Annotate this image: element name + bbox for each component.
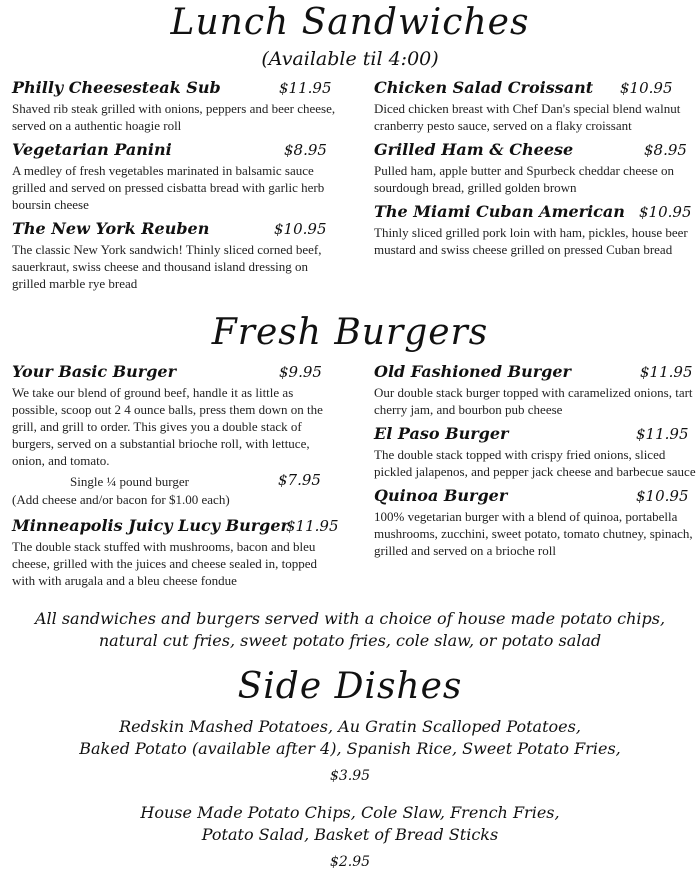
item-name: Philly Cheesesteak Sub bbox=[12, 78, 221, 97]
menu-item bbox=[12, 78, 342, 134]
side-group-1-price: $3.95 bbox=[329, 768, 371, 784]
item-price: $8.95 bbox=[644, 141, 687, 159]
item-name: Old Fashioned Burger bbox=[374, 362, 571, 381]
menu-item bbox=[374, 78, 700, 134]
item-price: $10.95 bbox=[620, 79, 673, 97]
menu-item bbox=[12, 219, 342, 292]
item-price: $10.95 bbox=[274, 220, 327, 238]
item-name: The New York Reuben bbox=[12, 219, 210, 238]
item-description: Shaved rib steak grilled with onions, peppers and beer cheese, served on a authentic hoagie roll bbox=[12, 101, 336, 133]
menu-item bbox=[374, 140, 700, 196]
single-burger-option bbox=[12, 471, 342, 491]
item-name: Quinoa Burger bbox=[374, 486, 508, 505]
side-group-2 bbox=[0, 802, 700, 872]
burgers-left-column bbox=[12, 362, 342, 595]
item-price: $8.95 bbox=[284, 141, 327, 159]
single-burger-label: Single ¼ pound burger bbox=[70, 474, 189, 489]
menu-item bbox=[374, 486, 700, 559]
item-description: Diced chicken breast with Chef Dan's special blend walnut cranberry pesto sauce, served on a flaky croissant bbox=[374, 101, 681, 133]
side-group-1 bbox=[0, 716, 700, 786]
item-price: $10.95 bbox=[636, 487, 689, 505]
item-description: Our double stack burger topped with caramelized onions, tart cherry jam, and bourbon pub cheese bbox=[374, 385, 693, 417]
item-description: The double stack topped with crispy fried onions, sliced pickled jalapenos, and pepper jack cheese and barbecue sauce bbox=[374, 447, 696, 479]
item-price: $11.95 bbox=[636, 425, 689, 443]
item-name: Chicken Salad Croissant bbox=[374, 78, 594, 97]
menu-item bbox=[12, 516, 342, 589]
item-name: El Paso Burger bbox=[374, 424, 509, 443]
burgers-right-column bbox=[374, 362, 700, 565]
lunch-availability-note: (Available til 4:00) bbox=[261, 48, 439, 70]
item-description: The classic New York sandwich! Thinly sliced corned beef, sauerkraut, swiss cheese and thousand island dressing on grilled marble rye bread bbox=[12, 242, 322, 291]
item-price: $10.95 bbox=[639, 203, 692, 221]
menu-item bbox=[12, 140, 342, 213]
side-dishes-heading: Side Dishes bbox=[237, 666, 463, 707]
lunch-sandwiches-heading: Lunch Sandwiches bbox=[170, 2, 530, 43]
side-group-2-price: $2.95 bbox=[329, 854, 371, 870]
menu-item bbox=[374, 202, 700, 258]
menu-item bbox=[374, 362, 700, 418]
item-description: Pulled ham, apple butter and Spurbeck cheddar cheese on sourdough bread, grilled golden brown bbox=[374, 163, 674, 195]
item-price: $11.95 bbox=[640, 363, 693, 381]
lunch-right-column bbox=[374, 78, 700, 264]
served-with-line-1: All sandwiches and burgers served with a choice of house made potato chips, bbox=[34, 609, 666, 628]
item-description: The double stack stuffed with mushrooms, bacon and bleu cheese, grilled with the juices and cheese sealed in, topped with with arugala and a bleu cheese fondue bbox=[12, 539, 318, 588]
item-description: A medley of fresh vegetables marinated in balsamic sauce grilled and served on pressed cisbatta bread with garlic herb boursin cheese bbox=[12, 163, 325, 212]
item-name: Your Basic Burger bbox=[12, 362, 177, 381]
item-price: $11.95 bbox=[286, 517, 339, 535]
side-group-2-line-1: House Made Potato Chips, Cole Slaw, French Fries, bbox=[140, 803, 560, 822]
item-price: $11.95 bbox=[279, 79, 332, 97]
item-description: 100% vegetarian burger with a blend of quinoa, portabella mushrooms, zucchini, sweet potato, tomato chutney, spinach, grilled and served on a brioche roll bbox=[374, 509, 693, 558]
addon-note: (Add cheese and/or bacon for $1.00 each) bbox=[12, 492, 230, 507]
served-with-note bbox=[0, 608, 700, 652]
side-group-1-line-2: Baked Potato (available after 4), Spanish Rice, Sweet Potato Fries, bbox=[79, 739, 621, 758]
lunch-left-column bbox=[12, 78, 342, 298]
item-name: Minneapolis Juicy Lucy Burger bbox=[12, 516, 289, 535]
item-name: The Miami Cuban American bbox=[374, 202, 625, 221]
served-with-line-2: natural cut fries, sweet potato fries, cole slaw, or potato salad bbox=[98, 631, 602, 650]
single-burger-price: $7.95 bbox=[278, 471, 321, 489]
item-price: $9.95 bbox=[279, 363, 322, 381]
menu-item bbox=[12, 362, 342, 469]
item-name: Vegetarian Panini bbox=[12, 140, 172, 159]
item-description: We take our blend of ground beef, handle it as little as possible, scoop out 2 4 ounce balls, press them down on the grill, and grill to order. This gives you a double stack of burgers, served on a substantial brioche roll, with lettuce, onion, and tomato. bbox=[12, 385, 323, 468]
item-name: Grilled Ham & Cheese bbox=[374, 140, 574, 159]
side-group-1-line-1: Redskin Mashed Potatoes, Au Gratin Scalloped Potatoes, bbox=[119, 717, 581, 736]
fresh-burgers-heading: Fresh Burgers bbox=[211, 312, 489, 353]
item-description: Thinly sliced grilled pork loin with ham, pickles, house beer mustard and swiss cheese grilled on pressed Cuban bread bbox=[374, 225, 688, 257]
menu-item bbox=[374, 424, 700, 480]
side-group-2-line-2: Potato Salad, Basket of Bread Sticks bbox=[201, 825, 499, 844]
